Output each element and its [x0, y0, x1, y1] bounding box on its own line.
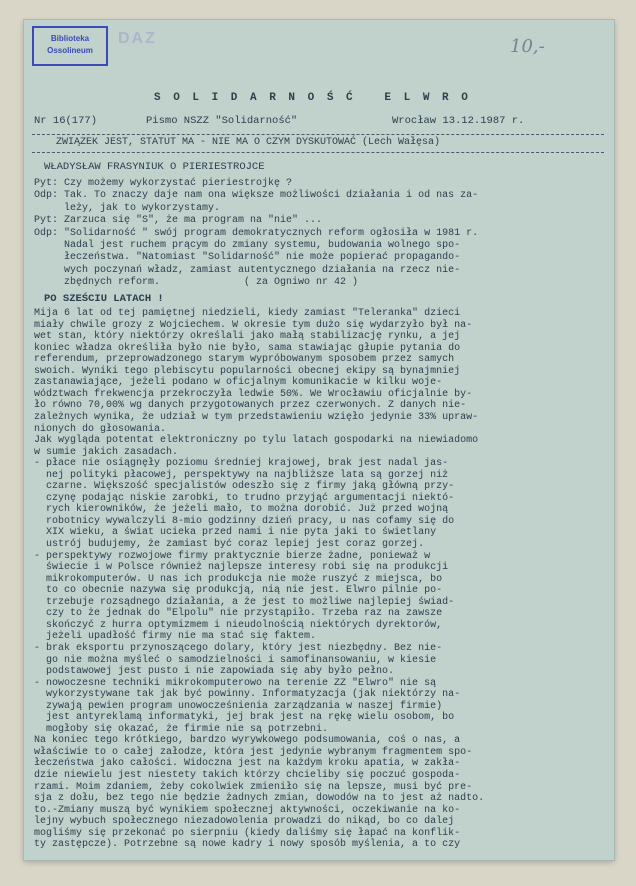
article-line: wództwach frekwencja przekroczyła ledwie 50%. We Wrocławiu oficjalnie by- [34, 388, 473, 400]
header-motto: ZWIĄZEK JEST, STATUT MA - NIE MA O CZYM DYSKUTOWAĆ (Lech Wałęsa) [56, 137, 441, 148]
article-line: trzebuje rozsądnego działania, a że jest to możliwe najlepiej świad- [34, 596, 455, 608]
article-line: zastanawiające, jeżeli podano w oficjalnym komunikacie w kilku woje- [34, 377, 443, 389]
interview-line: leży, jak to wykorzystamy. [34, 202, 221, 214]
article-line: koniec władza określiła było nie było, sama stawiając głupie pytania do [34, 342, 461, 354]
interview-line: Odp: "Solidarność " swój program demokratycznych reform ogłosiła w 1981 r. [34, 227, 479, 239]
article-line: podstawowej jest pusto i nie zapowiada się aby było pełno. [34, 666, 395, 678]
article-line: nej polityki płacowej, perspektywy na najbliższe lata są gorzej niż [34, 469, 449, 481]
article-line: robotnicy wywalczyli 8-mio godzinny dzień pracy, u nas cofamy się do [34, 515, 455, 527]
interview-heading: WŁADYSŁAW FRASYNIUK O PIERIESTROJCE [44, 161, 265, 173]
stamp-line-1: Biblioteka [50, 34, 90, 43]
article-line: referendum, przeprowadzonego starym wypróbowanym sposobem przez samych [34, 354, 455, 366]
article-line: go nie można myśleć o samodzielności i samofinansowaniu, w kiesie [34, 654, 437, 666]
article-heading: PO SZEŚCIU LATACH ! [44, 293, 164, 305]
interview-line: łeczeństwa. "Natomiast "Solidarność" nie może popierać propagando- [34, 252, 461, 264]
article-line: XIX wieku, a świat ucieka przed nami i nie pyta jaki to świetlany [34, 527, 437, 539]
article-line: Mija 6 lat od tej pamiętnej niedzieli, kiedy zamiast "Teleranka" dzieci [34, 308, 461, 319]
article-line: wet stan, który niektórzy określali jako małą stabilizację rynku, a jej [34, 331, 461, 343]
article-line: ty zastępcze). Potrzebne są nowe kadry i nowy sposób myślenia, a to czy [34, 839, 461, 851]
article-line: łeczeństwa jako całości. Widoczna jest na każdym kroku apatia, w zakła- [34, 758, 461, 770]
article-line: ustrój budujemy, że zamiast być coraz lepiej jest coraz gorzej. [34, 539, 425, 550]
article-line: czy to że jednak do "Elpolu" nie przystąpiło. Trzeba raz na zawsze [34, 608, 443, 620]
article-line: jest antyreklamą informatyki, jej brak jest na rękę wielu osobom, bo [34, 712, 455, 724]
interview-line: zbędnych reform. ( za Ogniwo nr 42 ) [34, 277, 359, 289]
article-line: wykorzystywane tak jak być powinny. Informatyzacja (jak niektórzy na- [34, 689, 461, 701]
document-page [24, 20, 614, 860]
article-line: nionych do głosowania. [34, 423, 167, 435]
article-line: właściwie to o całej załodze, która jest jedynie wybranym fragmentem spo- [34, 746, 473, 758]
stamp-line-2: Ossolineum [47, 46, 93, 55]
interview-line: Pyt: Czy możemy wykorzystać pieriestrojkę ? [34, 178, 293, 189]
interview-line: Odp: Tak. To znaczy daje nam ona większe możliwości działania i od nas za- [34, 190, 479, 202]
article-line: czynę podając niskie zarobki, to trudno przyjąć argumentacji niektó- [34, 492, 455, 504]
faded-stamp: DAZ [118, 30, 157, 47]
article-line: jeżeli upadłość firmy nie ma stać się faktem. [34, 631, 317, 643]
subtitle: Pismo NSZZ "Solidarność" [146, 115, 298, 127]
article-line: to co obecnie nazywa się produkcją, nią nie jest. Elwro pilnie po- [34, 585, 443, 597]
article-line: ło równo 70,00% wg danych przygotowanych przez czerwonych. Z danych nie- [34, 400, 467, 412]
interview-line: Pyt: Zarzuca się "S", że ma program na "nie" ... [34, 215, 323, 227]
newsletter-title: S O L I D A R N O Ś Ć E L W R O [154, 92, 471, 104]
interview-line: wych poczynań władz, zamiast autentycznego działania na rzecz nie- [34, 264, 461, 276]
article-line: mogliśmy się przekonać po sierpniu (kiedy daliśmy się łapać na konflik- [34, 827, 461, 839]
article-line: zależnych wynika, że udział w tym przedstawieniu wzięło jedynie 33% upraw- [34, 411, 479, 423]
article-line: Na koniec tego krótkiego, bardzo wyrywkowego podsumowania, coś o nas, a [34, 735, 461, 747]
library-stamp [32, 26, 108, 66]
article-line: świecie i w Polsce również najlepsze interesy robi się na produkcji [34, 562, 449, 574]
article-line: - brak eksportu przynoszącego dolary, który jest niezbędny. Bez nie- [34, 642, 443, 654]
article-line: miały chwile grozy z Wojciechem. W okresie tym dużo się wydarzyło był na- [34, 319, 473, 331]
issue-number: Nr 16(177) [34, 115, 98, 127]
article-line: w sumie jakich zasadach. [34, 446, 179, 458]
article-line: skończyć z hurra optymizmem i nieudolnością niektórych dyrektorów, [34, 619, 443, 631]
article-line: mogłoby się okazać, że firmie nie są potrzebni. [34, 723, 329, 735]
article-line: zywają pewien program unowocześnienia zarządzania w naszej firmie) [34, 700, 443, 712]
article-line: czarne. Większość specjalistów odeszło się z firmy jaką główną przy- [34, 481, 455, 493]
handwritten-price: 10,- [510, 36, 545, 57]
article-line: sja z dołu, bez tego nie będzie żadnych zmian, dowodów na to jest aż nadto. [34, 793, 485, 805]
article-line: rych kierowników, że jeżeli mało, to można dorobić. Już przed wojną [34, 504, 449, 516]
article-line: to.-Zmiany muszą być wynikiem społecznej aktywności, oczekiwanie na ko- [34, 804, 461, 816]
article-line: mikrokomputerów. U nas ich produkcja nie może ruszyć z miejsca, bo [34, 573, 443, 585]
article-line: - płace nie osiągnęły poziomu średniej krajowej, brak jest nadal jas- [34, 458, 449, 470]
header-divider-top [32, 134, 604, 135]
article-line: rzami. Moim zdaniem, żeby cokolwiek zmieniło się na lepsze, musi być pre- [34, 781, 473, 793]
header-divider-bottom [32, 152, 604, 153]
interview-line: Nadal jest ruchem prącym do zmiany systemu, budowania wolnego spo- [34, 240, 461, 251]
issue-date: Wrocław 13.12.1987 r. [392, 115, 525, 127]
article-line: dzie niewielu jest niestety takich którzy chcieliby się poczuć gospoda- [34, 770, 461, 781]
article-line: Jak wygląda potentat elektroniczny po tylu latach gospodarki na niewiadomo [34, 435, 479, 447]
article-line: - nowoczesne techniki mikrokomputerowo na terenie ZZ "Elwro" nie są [34, 677, 437, 689]
article-line: lejny wybuch społecznego niezadowolenia prowadzi do nikąd, bo co dalej [34, 816, 455, 828]
article-line: - perspektywy rozwojowe firmy praktycznie bierze żadne, ponieważ w [34, 550, 431, 562]
article-line: swoich. Wyniki tego plebiscytu popularności obecnej ekipy są bynajmniej [34, 365, 461, 377]
